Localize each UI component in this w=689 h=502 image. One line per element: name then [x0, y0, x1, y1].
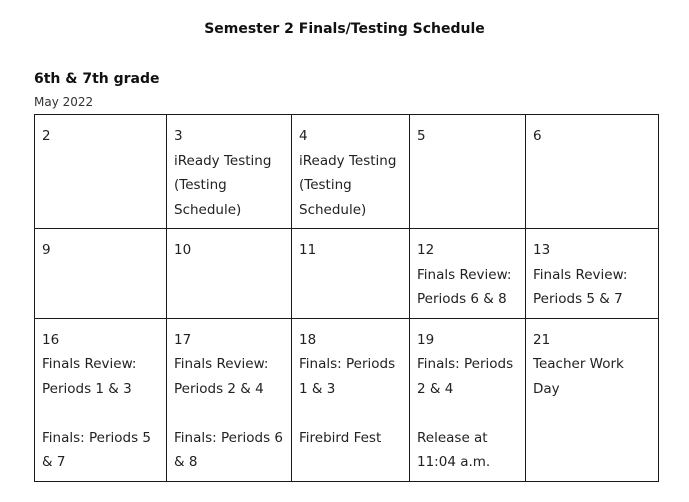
day-number: 12	[417, 242, 435, 258]
day-number: 10	[174, 242, 192, 258]
day-number: 4	[299, 128, 308, 144]
schedule-calendar-table	[34, 114, 659, 482]
event-text: iReady Testing (Testing Schedule)	[174, 152, 272, 218]
event-text: Finals: Periods 6 & 8	[174, 429, 283, 470]
week-row-3	[35, 318, 659, 481]
day-cell	[292, 318, 410, 481]
day-number: 13	[533, 242, 551, 258]
event-text: Finals Review: Periods 5 & 7	[533, 266, 628, 307]
day-cell	[35, 229, 167, 319]
day-number: 16	[42, 331, 60, 348]
event-text: iReady Testing (Testing Schedule)	[299, 152, 397, 218]
line-spacer	[417, 401, 519, 426]
day-number: 3	[174, 128, 183, 144]
day-number: 6	[533, 128, 542, 144]
day-cell	[526, 229, 659, 319]
day-cell	[410, 115, 526, 229]
month-label: May 2022	[34, 95, 94, 109]
event-text: Finals Review: Periods 6 & 8	[417, 266, 512, 307]
day-cell	[292, 115, 410, 229]
day-number: 19	[417, 331, 435, 348]
day-number: 17	[174, 331, 192, 348]
day-cell	[167, 318, 292, 481]
document-title: Semester 2 Finals/Testing Schedule	[204, 21, 485, 37]
day-cell	[410, 318, 526, 481]
day-number: 5	[417, 128, 426, 144]
day-cell	[167, 115, 292, 229]
event-text: Firebird Fest	[299, 429, 382, 446]
day-cell	[292, 229, 410, 319]
day-number: 2	[42, 128, 51, 144]
day-number: 11	[299, 242, 317, 258]
week-row-1	[35, 115, 659, 229]
event-text: Finals Review: Periods 1 & 3	[42, 356, 137, 397]
event-text: Finals: Periods 1 & 3	[299, 356, 396, 397]
event-text: Finals: Periods 5 & 7	[42, 429, 151, 470]
day-cell	[167, 229, 292, 319]
event-text: Finals: Periods 2 & 4	[417, 356, 514, 397]
week-row-2	[35, 229, 659, 319]
day-cell	[526, 115, 659, 229]
event-text: Teacher Work Day	[533, 356, 624, 397]
line-spacer	[42, 401, 160, 426]
day-cell	[35, 115, 167, 229]
grade-heading: 6th & 7th grade	[34, 71, 160, 87]
event-text: Finals Review: Periods 2 & 4	[174, 356, 269, 397]
day-number: 21	[533, 331, 551, 348]
line-spacer	[299, 401, 403, 426]
day-number: 18	[299, 331, 317, 348]
event-text: Release at 11:04 a.m.	[417, 429, 491, 470]
day-number: 9	[42, 242, 51, 258]
day-cell	[410, 229, 526, 319]
line-spacer	[174, 401, 285, 426]
day-cell	[35, 318, 167, 481]
day-cell	[526, 318, 659, 481]
